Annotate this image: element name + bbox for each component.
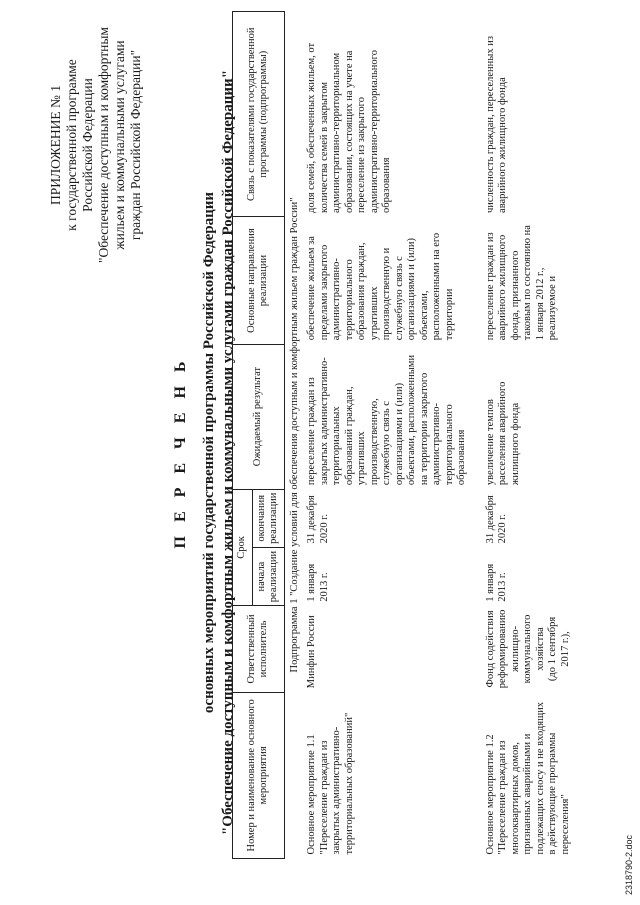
- header-end: окончания реализации: [252, 489, 284, 547]
- measure-number: Основное мероприятие 1.1 "Переселение граждан из закрытых административно-территориальных образований": [306, 712, 355, 855]
- appendix-line: к государственной программе: [64, 59, 79, 231]
- measure-executor: Фонд содействия реформированию жилищно-коммунального хозяйства (до 1 сентября 2017 г.),: [484, 609, 571, 689]
- measure-start: 1 января 2013 г.: [306, 563, 330, 602]
- title-line-2: "Обеспечение доступным и комфортным жильем и коммунальными услугами граждан Российской Федерации": [220, 69, 236, 836]
- header-executor: Ответственный исполнитель: [233, 606, 285, 693]
- measure-result: переселение граждан из закрытых административно-территориальных образований граждан, утративших производственную, служебную связь с организациями и (или) объектами, расположенными на территории закрытого административно-территориального образования: [306, 354, 467, 486]
- appendix-number: ПРИЛОЖЕНИЕ № 1: [48, 84, 63, 206]
- table-row: [304, 12, 471, 859]
- table-row: [471, 12, 575, 859]
- appendix-line: "Обеспечение доступным и комфортным: [96, 27, 111, 263]
- header-result: Ожидаемый результат: [233, 344, 285, 489]
- appendix-line: жильем и коммунальными услугами: [112, 40, 127, 250]
- measure-end: 31 декабря 2020 г.: [484, 495, 508, 544]
- measure-end: 31 декабря 2020 г.: [306, 495, 330, 544]
- header-number: Номер и наименование основного мероприятия: [233, 692, 285, 858]
- header-directions: Основные направления реализации: [233, 217, 285, 344]
- measure-start: 1 января 2013 г.: [484, 563, 508, 602]
- measure-result: увеличение темпов расселения аварийного жилищного фонда: [484, 381, 521, 486]
- measures-table: [232, 11, 574, 859]
- appendix-header: [48, 20, 144, 270]
- appendix-line: граждан Российской Федерации": [128, 49, 143, 241]
- header-start: начала реализации: [252, 547, 284, 605]
- measure-number: Основное мероприятие 1.2 "Переселение граждан из многоквартирных домов, признанных аварийными и подлежащих сносу и не входящих в действующие программы переселения": [484, 701, 571, 855]
- document-title: [172, 0, 238, 905]
- header-link: Связь с показателями государственной программы (подпрограммы): [233, 12, 285, 217]
- title-main: П Е Р Е Ч Е Н Ь: [172, 356, 189, 549]
- measure-directions: переселение граждан из аварийного жилищного фонда, признанного таковым по состоянию на 1 января 2012 г., реализуемое и: [484, 225, 558, 341]
- title-line-1: основных мероприятий государственной программы Российской Федерации: [201, 191, 217, 714]
- measure-link: численность граждан, переселенных из аварийного жилищного фонда: [484, 36, 508, 213]
- measure-directions: обеспечение жильем за пределами закрытого административно-территориального образования граждан, утративших производственную и служебную связь с организациями и (или) объектами, расположенными на его территории: [306, 232, 455, 341]
- measure-link: доля семей, обеспеченных жильем, от количества семей в закрытом административно-территориальном образовании, состоящих на учете на переселение из закрытого административно-территориального образования: [306, 42, 392, 213]
- appendix-line: Российской Федерации: [80, 78, 95, 212]
- subprogram-title: Подпрограмма 1 "Создание условий для обеспечения доступным и комфортным жильем граждан России": [284, 12, 304, 859]
- measure-executor: Минфин России: [306, 615, 317, 689]
- file-code: 2318790-2.doc: [624, 834, 634, 895]
- header-term: Срок: [233, 489, 253, 606]
